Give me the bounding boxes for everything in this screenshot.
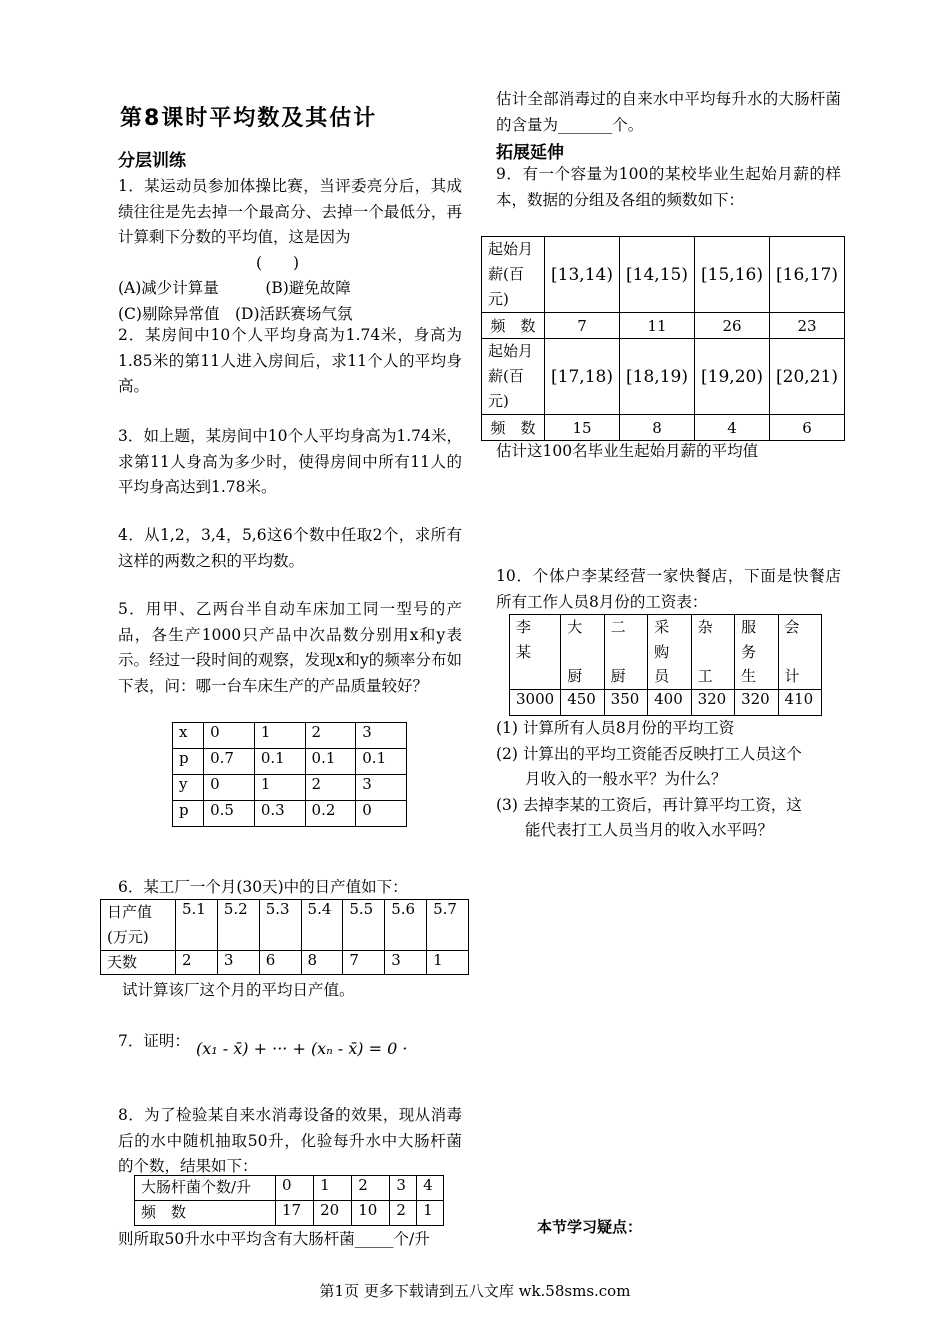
question-8-continued: 估计全部消毒过的自来水中平均每升水的大肠杆菌的含量为_______个。: [496, 90, 841, 134]
table-cell: 服 务 生: [735, 615, 778, 690]
table-cell: p: [173, 801, 204, 827]
table-cell: 3: [385, 951, 427, 975]
table-cell: 起始月薪(百元): [482, 339, 545, 415]
table-row: [101, 900, 469, 951]
question-7-label: 7．证明：: [118, 1032, 190, 1050]
table-row: [482, 339, 845, 415]
table-cell: 0: [276, 1176, 314, 1201]
table-row: [510, 689, 822, 715]
table-cell: 10: [352, 1201, 390, 1226]
table-row: [482, 313, 845, 339]
table-cell: 1: [254, 723, 305, 749]
question-6-followup: 试计算该厂这个月的平均日产值。: [122, 981, 355, 999]
table-cell: 8: [620, 415, 695, 441]
table-cell: 2: [352, 1176, 390, 1201]
table-cell: 0: [204, 775, 255, 801]
table-cell: 3000: [510, 689, 561, 715]
table-row: [101, 951, 469, 975]
table-cell: 320: [691, 689, 734, 715]
subquestion-2: (2) 计算出的平均工资能否反映打工人员这个: [496, 744, 802, 763]
subquestion-1: (1) 计算所有人员8月份的平均工资: [496, 719, 735, 737]
table-cell: 5.6: [385, 900, 427, 951]
table-cell: x: [173, 723, 204, 749]
table-cell: 7: [343, 951, 385, 975]
study-doubts-label: 本节学习疑点：: [537, 1218, 643, 1236]
table-cell: 5.7: [427, 900, 469, 951]
page-footer: 第1页 更多下载请到五八文库 wk.58sms.com: [319, 1282, 631, 1300]
table-cell: 26: [695, 313, 770, 339]
option-c: (C)剔除异常值: [118, 304, 220, 323]
question-8-followup: 则所取50升水中平均含有大肠杆菌_____个/升: [118, 1230, 430, 1248]
table-cell: 2: [390, 1201, 417, 1226]
table-cell: 天数: [101, 951, 176, 975]
table-cell: 0.1: [305, 749, 356, 775]
option-d: (D)活跃赛场气氛: [234, 304, 353, 323]
table-cell: 20: [314, 1201, 352, 1226]
question-2: 2．某房间中10个人平均身高为1.74米，身高为1.85米的第11人进入房间后，求11个人的平均身高。: [118, 326, 462, 395]
table-cell: 0.1: [356, 749, 407, 775]
table-cell: 0: [204, 723, 255, 749]
table-cell: [19,20): [695, 339, 770, 415]
q6-daily-output-table: [100, 899, 469, 975]
table-cell: 7: [545, 313, 620, 339]
table-cell: 频 数: [482, 313, 545, 339]
table-cell: 起始月薪(百元): [482, 237, 545, 313]
table-cell: 15: [545, 415, 620, 441]
table-cell: 2: [305, 775, 356, 801]
table-cell: 1: [427, 951, 469, 975]
table-cell: [20,21): [770, 339, 845, 415]
q9-salary-table: [481, 236, 845, 441]
question-5: 5．用甲、乙两台半自动车床加工同一型号的产品，各生产1000只产品中次品数分别用x和y表示。经过一段时间的观察，发现x和y的频率分布如下表，问：哪一台车床生产的产品质量较好？: [118, 600, 462, 695]
table-cell: 大肠杆菌个数/升: [135, 1176, 276, 1201]
table-cell: 0.7: [204, 749, 255, 775]
table-cell: 3: [356, 723, 407, 749]
table-row: [482, 415, 845, 441]
table-cell: 0.3: [254, 801, 305, 827]
table-row: [135, 1176, 444, 1201]
page-title: 第8课时平均数及其估计: [120, 106, 378, 131]
table-cell: 3: [390, 1176, 417, 1201]
question-4: 4．从1,2，3,4，5,6这6个数中任取2个，求所有这样的两数之积的平均数。: [118, 526, 462, 570]
question-10-subquestions: [496, 716, 841, 844]
table-cell: 5.2: [217, 900, 259, 951]
table-row: [173, 749, 407, 775]
table-cell: 5.5: [343, 900, 385, 951]
question-9: 9．有一个容量为100的某校毕业生起始月薪的样本，数据的分组及各组的频数如下：: [496, 165, 841, 209]
section-heading-extension: 拓展延伸: [496, 143, 564, 163]
table-cell: 6: [770, 415, 845, 441]
table-row: [510, 615, 822, 690]
table-cell: [16,17): [770, 237, 845, 313]
table-cell: 频 数: [135, 1201, 276, 1226]
question-10: 10．个体户李某经营一家快餐店，下面是快餐店所有工作人员8月份的工资表：: [496, 567, 841, 611]
table-cell: 0.2: [305, 801, 356, 827]
table-cell: 频 数: [482, 415, 545, 441]
table-cell: [13,14): [545, 237, 620, 313]
q8-bacteria-table: [134, 1175, 444, 1226]
table-cell: 会 计: [778, 615, 821, 690]
question-1-text: 1．某运动员参加体操比赛，当评委亮分后，其成绩往往是先去掉一个最高分、去掉一个最低分，再计算剩下分数的平均值，这是因为: [118, 177, 462, 246]
table-cell: 23: [770, 313, 845, 339]
table-cell: 11: [620, 313, 695, 339]
table-cell: 日产值(万元): [101, 900, 176, 951]
table-cell: [15,16): [695, 237, 770, 313]
table-row: [482, 237, 845, 313]
table-cell: [17,18): [545, 339, 620, 415]
table-cell: 0.1: [254, 749, 305, 775]
option-b: (B)避免故障: [265, 279, 351, 297]
subquestion-2-cont: 月收入的一般水平？为什么？: [525, 770, 727, 788]
question-1: [118, 174, 462, 327]
table-cell: 6: [259, 951, 301, 975]
table-cell: 400: [648, 689, 691, 715]
table-row: [173, 723, 407, 749]
table-cell: 4: [417, 1176, 444, 1201]
table-cell: 2: [176, 951, 218, 975]
answer-paren: ( ): [256, 253, 300, 272]
q10-wage-table: [509, 614, 822, 716]
table-cell: 410: [778, 689, 821, 715]
table-cell: 1: [417, 1201, 444, 1226]
table-cell: 350: [604, 689, 647, 715]
table-cell: 1: [254, 775, 305, 801]
table-cell: 采 购 员: [648, 615, 691, 690]
section-heading-layered-training: 分层训练: [118, 151, 186, 171]
question-6: 6．某工厂一个月(30天)中的日产值如下：: [118, 878, 408, 896]
table-cell: 杂 工: [691, 615, 734, 690]
table-row: [173, 775, 407, 801]
table-cell: 8: [301, 951, 343, 975]
table-cell: 5.1: [176, 900, 218, 951]
table-cell: [14,15): [620, 237, 695, 313]
table-cell: p: [173, 749, 204, 775]
table-cell: [18,19): [620, 339, 695, 415]
table-cell: 2: [305, 723, 356, 749]
table-cell: 二 厨: [604, 615, 647, 690]
question-9-followup: 估计这100名毕业生起始月薪的平均值: [496, 442, 759, 460]
table-cell: 450: [561, 689, 604, 715]
table-cell: 3: [217, 951, 259, 975]
option-a: (A)减少计算量: [118, 279, 219, 297]
question-7-formula: (x₁ - x̄) + ··· + (xₙ - x̄) = 0 ·: [196, 1039, 408, 1058]
table-cell: 1: [314, 1176, 352, 1201]
question-8: 8．为了检验某自来水消毒设备的效果，现从消毒后的水中随机抽取50升，化验每升水中大肠杆菌的个数，结果如下：: [118, 1106, 462, 1175]
table-cell: 5.4: [301, 900, 343, 951]
table-cell: 0.5: [204, 801, 255, 827]
table-cell: 李 某: [510, 615, 561, 690]
table-cell: y: [173, 775, 204, 801]
table-cell: 17: [276, 1201, 314, 1226]
table-row: [173, 801, 407, 827]
table-cell: 0: [356, 801, 407, 827]
subquestion-3-cont: 能代表打工人员当月的收入水平吗？: [525, 821, 774, 839]
table-cell: 5.3: [259, 900, 301, 951]
table-cell: 4: [695, 415, 770, 441]
q5-distribution-table: [172, 722, 407, 827]
table-cell: 大 厨: [561, 615, 604, 690]
table-cell: 320: [735, 689, 778, 715]
table-row: [135, 1201, 444, 1226]
table-cell: 3: [356, 775, 407, 801]
question-3: 3．如上题，某房间中10个人平均身高为1.74米，求第11人身高为多少时，使得房间中所有11人的平均身高达到1.78米。: [118, 427, 462, 496]
subquestion-3: (3) 去掉李某的工资后，再计算平均工资，这: [496, 795, 802, 814]
